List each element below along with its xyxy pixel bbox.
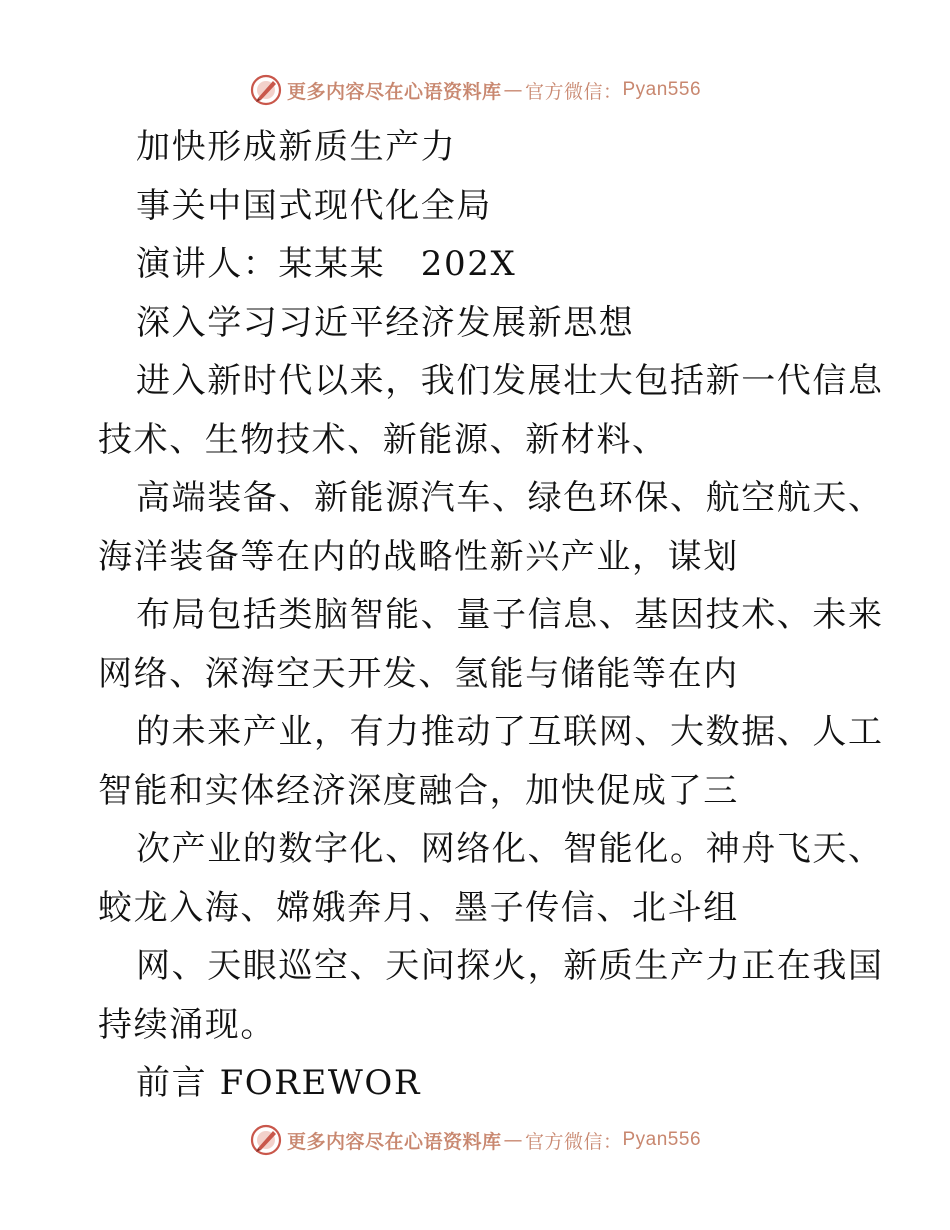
text-line: 前言 FOREWOR <box>136 1063 422 1103</box>
watermark-site-name: 更多内容尽在心语资料库 <box>286 1130 502 1153</box>
quill-logo-icon <box>249 73 283 107</box>
text-line: 海洋装备等在内的战略性新兴产业，谋划 <box>98 536 739 577</box>
footer-watermark <box>0 1120 950 1160</box>
text-line: 高端装备、新能源汽车、绿色环保、航空航天、 <box>136 478 884 518</box>
text-line: 网、天眼巡空、天问探火，新质生产力正在我国 <box>136 946 884 986</box>
text-line: 次产业的数字化、网络化、智能化。神舟飞天、 <box>136 829 884 869</box>
watermark-dash: — <box>503 1129 523 1151</box>
text-line: 深入学习习近平经济发展新思想 <box>136 302 635 343</box>
watermark-wechat-id: Pyan556 <box>622 79 702 100</box>
document-body <box>98 118 884 1113</box>
text-line: 技术、生物技术、新能源、新材料、 <box>98 419 668 460</box>
watermark-wechat-label: 官方微信： <box>524 1130 623 1153</box>
watermark-dash: — <box>503 79 523 101</box>
text-line: 事关中国式现代化全局 <box>136 185 492 226</box>
text-line: 网络、深海空天开发、氢能与储能等在内 <box>98 653 739 694</box>
text-line: 的未来产业，有力推动了互联网、大数据、人工 <box>136 712 884 752</box>
text-line: 智能和实体经济深度融合，加快促成了三 <box>98 770 739 811</box>
quill-logo-icon <box>249 1123 283 1157</box>
watermark-wechat-label: 官方微信： <box>524 80 623 103</box>
text-line: 加快形成新质生产力 <box>136 127 457 167</box>
watermark-wechat-id: Pyan556 <box>622 1129 702 1150</box>
text-line: 布局包括类脑智能、量子信息、基因技术、未来 <box>136 595 884 635</box>
text-line: 演讲人：某某某 202X <box>136 244 517 284</box>
text-line: 持续涌现。 <box>98 1004 276 1045</box>
watermark-site-name: 更多内容尽在心语资料库 <box>286 80 502 103</box>
text-line: 蛟龙入海、嫦娥奔月、墨子传信、北斗组 <box>98 887 739 928</box>
header-watermark <box>0 70 950 110</box>
text-line: 进入新时代以来，我们发展壮大包括新一代信息 <box>136 361 884 401</box>
